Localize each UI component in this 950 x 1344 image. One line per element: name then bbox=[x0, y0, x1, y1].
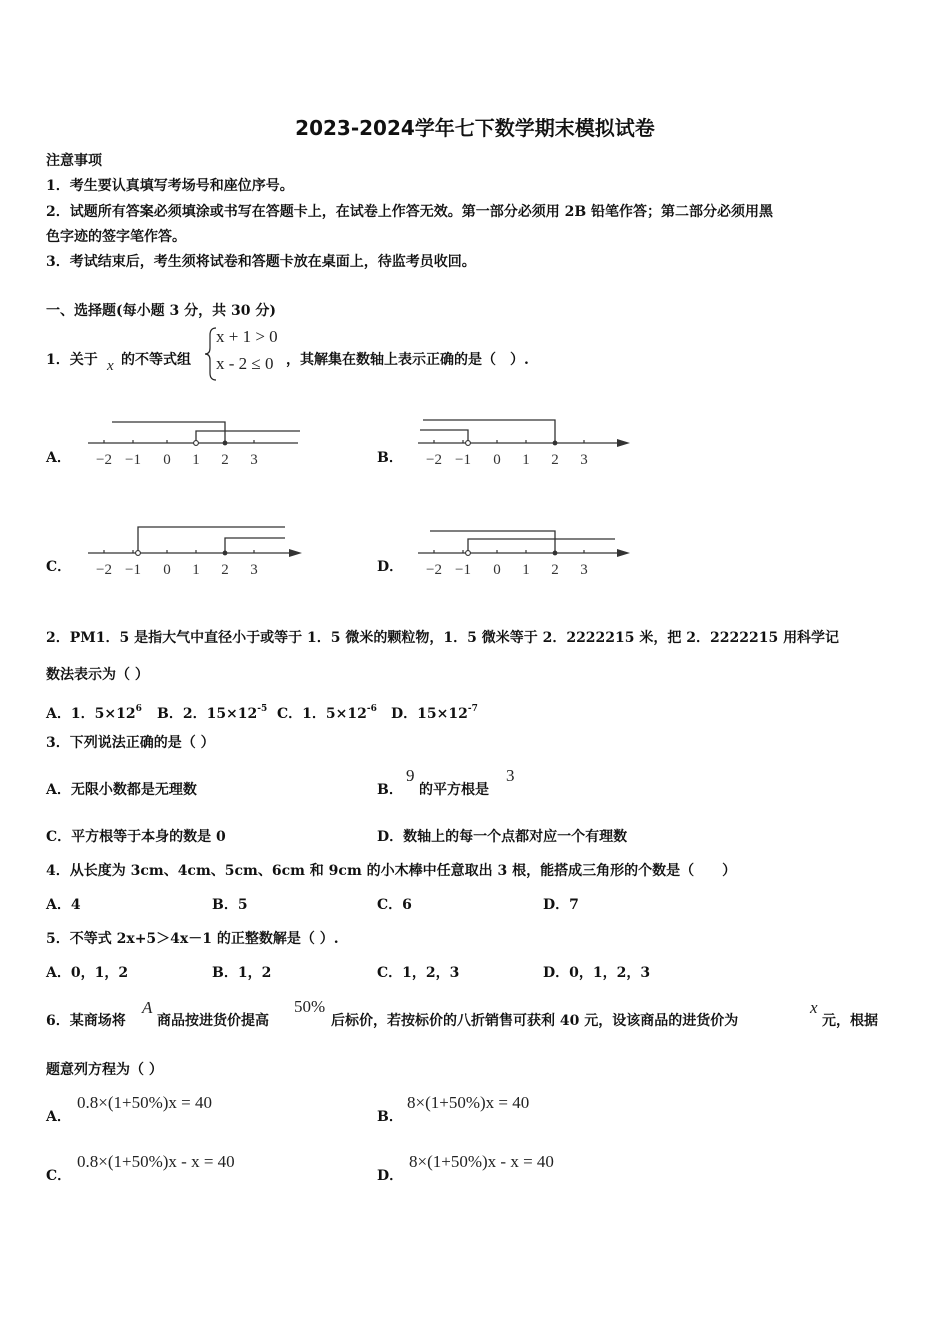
q6-var-x: x bbox=[810, 998, 818, 1017]
q1-prefix: 1．关于 bbox=[46, 352, 98, 368]
number-line-c[interactable] bbox=[80, 520, 310, 580]
q6-stem-cont: 题意列方程为（ ） bbox=[46, 1062, 163, 1078]
q3-option-b[interactable]: B． bbox=[377, 782, 403, 798]
number-line-b[interactable] bbox=[410, 410, 640, 470]
q1-suffix: ，其解集在数轴上表示正确的是（ ）. bbox=[286, 352, 529, 368]
q3-option-a[interactable]: A．无限小数都是无理数 bbox=[46, 782, 197, 798]
q5-option-d[interactable]: D．0，1，2，3 bbox=[543, 965, 651, 981]
q2-option-a[interactable]: A．1．$5\times 12^6$ bbox=[46, 704, 142, 722]
tick-label: 0 bbox=[493, 562, 501, 578]
q3-b-number-3: 3 bbox=[506, 766, 515, 785]
q5-option-b[interactable]: B．1，2 bbox=[212, 965, 272, 981]
q6-percent: 50% bbox=[294, 997, 326, 1016]
tick-label: 1 bbox=[522, 562, 530, 578]
tick-label: 0 bbox=[493, 452, 501, 468]
q1-option-c-label[interactable]: C． bbox=[46, 559, 72, 575]
q6-option-b-equation[interactable]: 8×(1+50%)x = 40 bbox=[407, 1093, 530, 1112]
number-line-a[interactable] bbox=[80, 410, 310, 470]
tick-label: −1 bbox=[455, 452, 471, 468]
q2-option-c[interactable]: C．1．$5\times 12^{-6}$ bbox=[277, 704, 377, 722]
q3-option-c[interactable]: C．平方根等于本身的数是 0 bbox=[46, 829, 226, 845]
q6-option-c-equation[interactable]: 0.8×(1+50%)x - x = 40 bbox=[77, 1152, 235, 1171]
q4-option-d[interactable]: D．7 bbox=[543, 897, 579, 913]
q2-option-b[interactable]: B．2．$15\times 12^{-5}$ bbox=[157, 704, 268, 722]
q3-stem: 3．下列说法正确的是（ ） bbox=[46, 735, 215, 751]
q4-option-b[interactable]: B．5 bbox=[212, 897, 248, 913]
q5-option-a[interactable]: A．0，1，2 bbox=[46, 965, 129, 981]
notes-item-3: 3．考试结束后，考生须将试卷和答题卡放在桌面上，待监考员收回。 bbox=[46, 254, 476, 270]
tick-label: 1 bbox=[522, 452, 530, 468]
tick-label: 1 bbox=[192, 452, 200, 468]
q1-mid: 的不等式组 bbox=[121, 352, 191, 368]
notes-heading: 注意事项 bbox=[46, 153, 102, 169]
page-title: 2023-2024学年七下数学期末模拟试卷 bbox=[295, 116, 655, 140]
tick-label: 2 bbox=[551, 562, 559, 578]
tick-label: 3 bbox=[250, 562, 258, 578]
tick-label: −2 bbox=[426, 562, 442, 578]
q1-var: x bbox=[107, 358, 114, 374]
q6-option-d-label[interactable]: D． bbox=[377, 1168, 404, 1184]
q1-option-d-label[interactable]: D． bbox=[377, 559, 404, 575]
q6-option-c-label[interactable]: C． bbox=[46, 1168, 72, 1184]
tick-label: −2 bbox=[96, 452, 112, 468]
tick-label: 3 bbox=[580, 562, 588, 578]
q6-stem-part1: 6．某商场将 bbox=[46, 1013, 126, 1029]
tick-label: −1 bbox=[125, 452, 141, 468]
q4-stem: 4．从长度为 3cm、4cm、5cm、6cm 和 9cm 的小木棒中任意取出 3 根，能搭成三角形的个数是（ ） bbox=[46, 863, 737, 879]
q1-option-b-label[interactable]: B． bbox=[377, 450, 403, 466]
q3-option-d[interactable]: D．数轴上的每一个点都对应一个有理数 bbox=[377, 829, 628, 845]
q6-option-d-equation[interactable]: 8×(1+50%)x - x = 40 bbox=[409, 1152, 554, 1171]
tick-label: −2 bbox=[96, 562, 112, 578]
q6-option-a-equation[interactable]: 0.8×(1+50%)x = 40 bbox=[77, 1093, 212, 1112]
notes-item-1: 1．考生要认真填写考场号和座位序号。 bbox=[46, 178, 294, 194]
q2-stem: 2．PM1．5 是指大气中直径小于或等于 1．5 微米的颗粒物，1．5 微米等于 2．2222215 米，把 2．2222215 用科学记 bbox=[46, 630, 840, 646]
q3-b-number-9: 9 bbox=[406, 766, 415, 785]
tick-label: −1 bbox=[125, 562, 141, 578]
tick-label: 2 bbox=[221, 562, 229, 578]
tick-label: 0 bbox=[163, 452, 171, 468]
q1-inequality-1: x + 1 > 0 bbox=[216, 327, 278, 346]
q6-stem-part2: 商品按进货价提高 bbox=[157, 1013, 269, 1029]
tick-label: 2 bbox=[221, 452, 229, 468]
q6-stem-part4: 元，根据 bbox=[822, 1013, 878, 1029]
q6-option-a-label[interactable]: A． bbox=[46, 1109, 71, 1125]
q3-b-text: 的平方根是 bbox=[419, 782, 489, 798]
q1-option-a-label[interactable]: A． bbox=[46, 450, 71, 466]
q6-option-b-label[interactable]: B． bbox=[377, 1109, 403, 1125]
tick-label: −1 bbox=[455, 562, 471, 578]
tick-label: 3 bbox=[250, 452, 258, 468]
q2-option-d[interactable]: D．$15\times 12^{-7}$ bbox=[391, 704, 478, 722]
tick-label: 1 bbox=[192, 562, 200, 578]
tick-label: 0 bbox=[163, 562, 171, 578]
q6-var-A: A bbox=[142, 998, 153, 1017]
section-heading: 一、选择题(每小题 3 分，共 30 分) bbox=[46, 303, 276, 319]
q2-stem-cont: 数法表示为（ ） bbox=[46, 667, 149, 683]
q4-option-a[interactable]: A．4 bbox=[46, 897, 81, 913]
tick-label: −2 bbox=[426, 452, 442, 468]
q6-stem-part3: 后标价，若按标价的八折销售可获利 40 元，设该商品的进货价为 bbox=[331, 1013, 739, 1029]
notes-item-2: 2．试题所有答案必须填涂或书写在答题卡上，在试卷上作答无效。第一部分必须用 2B 铅笔作答；第二部分必须用黑 bbox=[46, 204, 774, 220]
q4-option-c[interactable]: C．6 bbox=[377, 897, 412, 913]
number-line-d[interactable] bbox=[410, 520, 640, 580]
tick-label: 2 bbox=[551, 452, 559, 468]
q1-inequality-2: x - 2 ≤ 0 bbox=[216, 354, 274, 373]
q5-stem: 5．不等式 2x+5＞4x－1 的正整数解是（ ）. bbox=[46, 931, 339, 947]
tick-label: 3 bbox=[580, 452, 588, 468]
notes-item-2-cont: 色字迹的签字笔作答。 bbox=[46, 229, 186, 245]
q5-option-c[interactable]: C．1，2，3 bbox=[377, 965, 460, 981]
